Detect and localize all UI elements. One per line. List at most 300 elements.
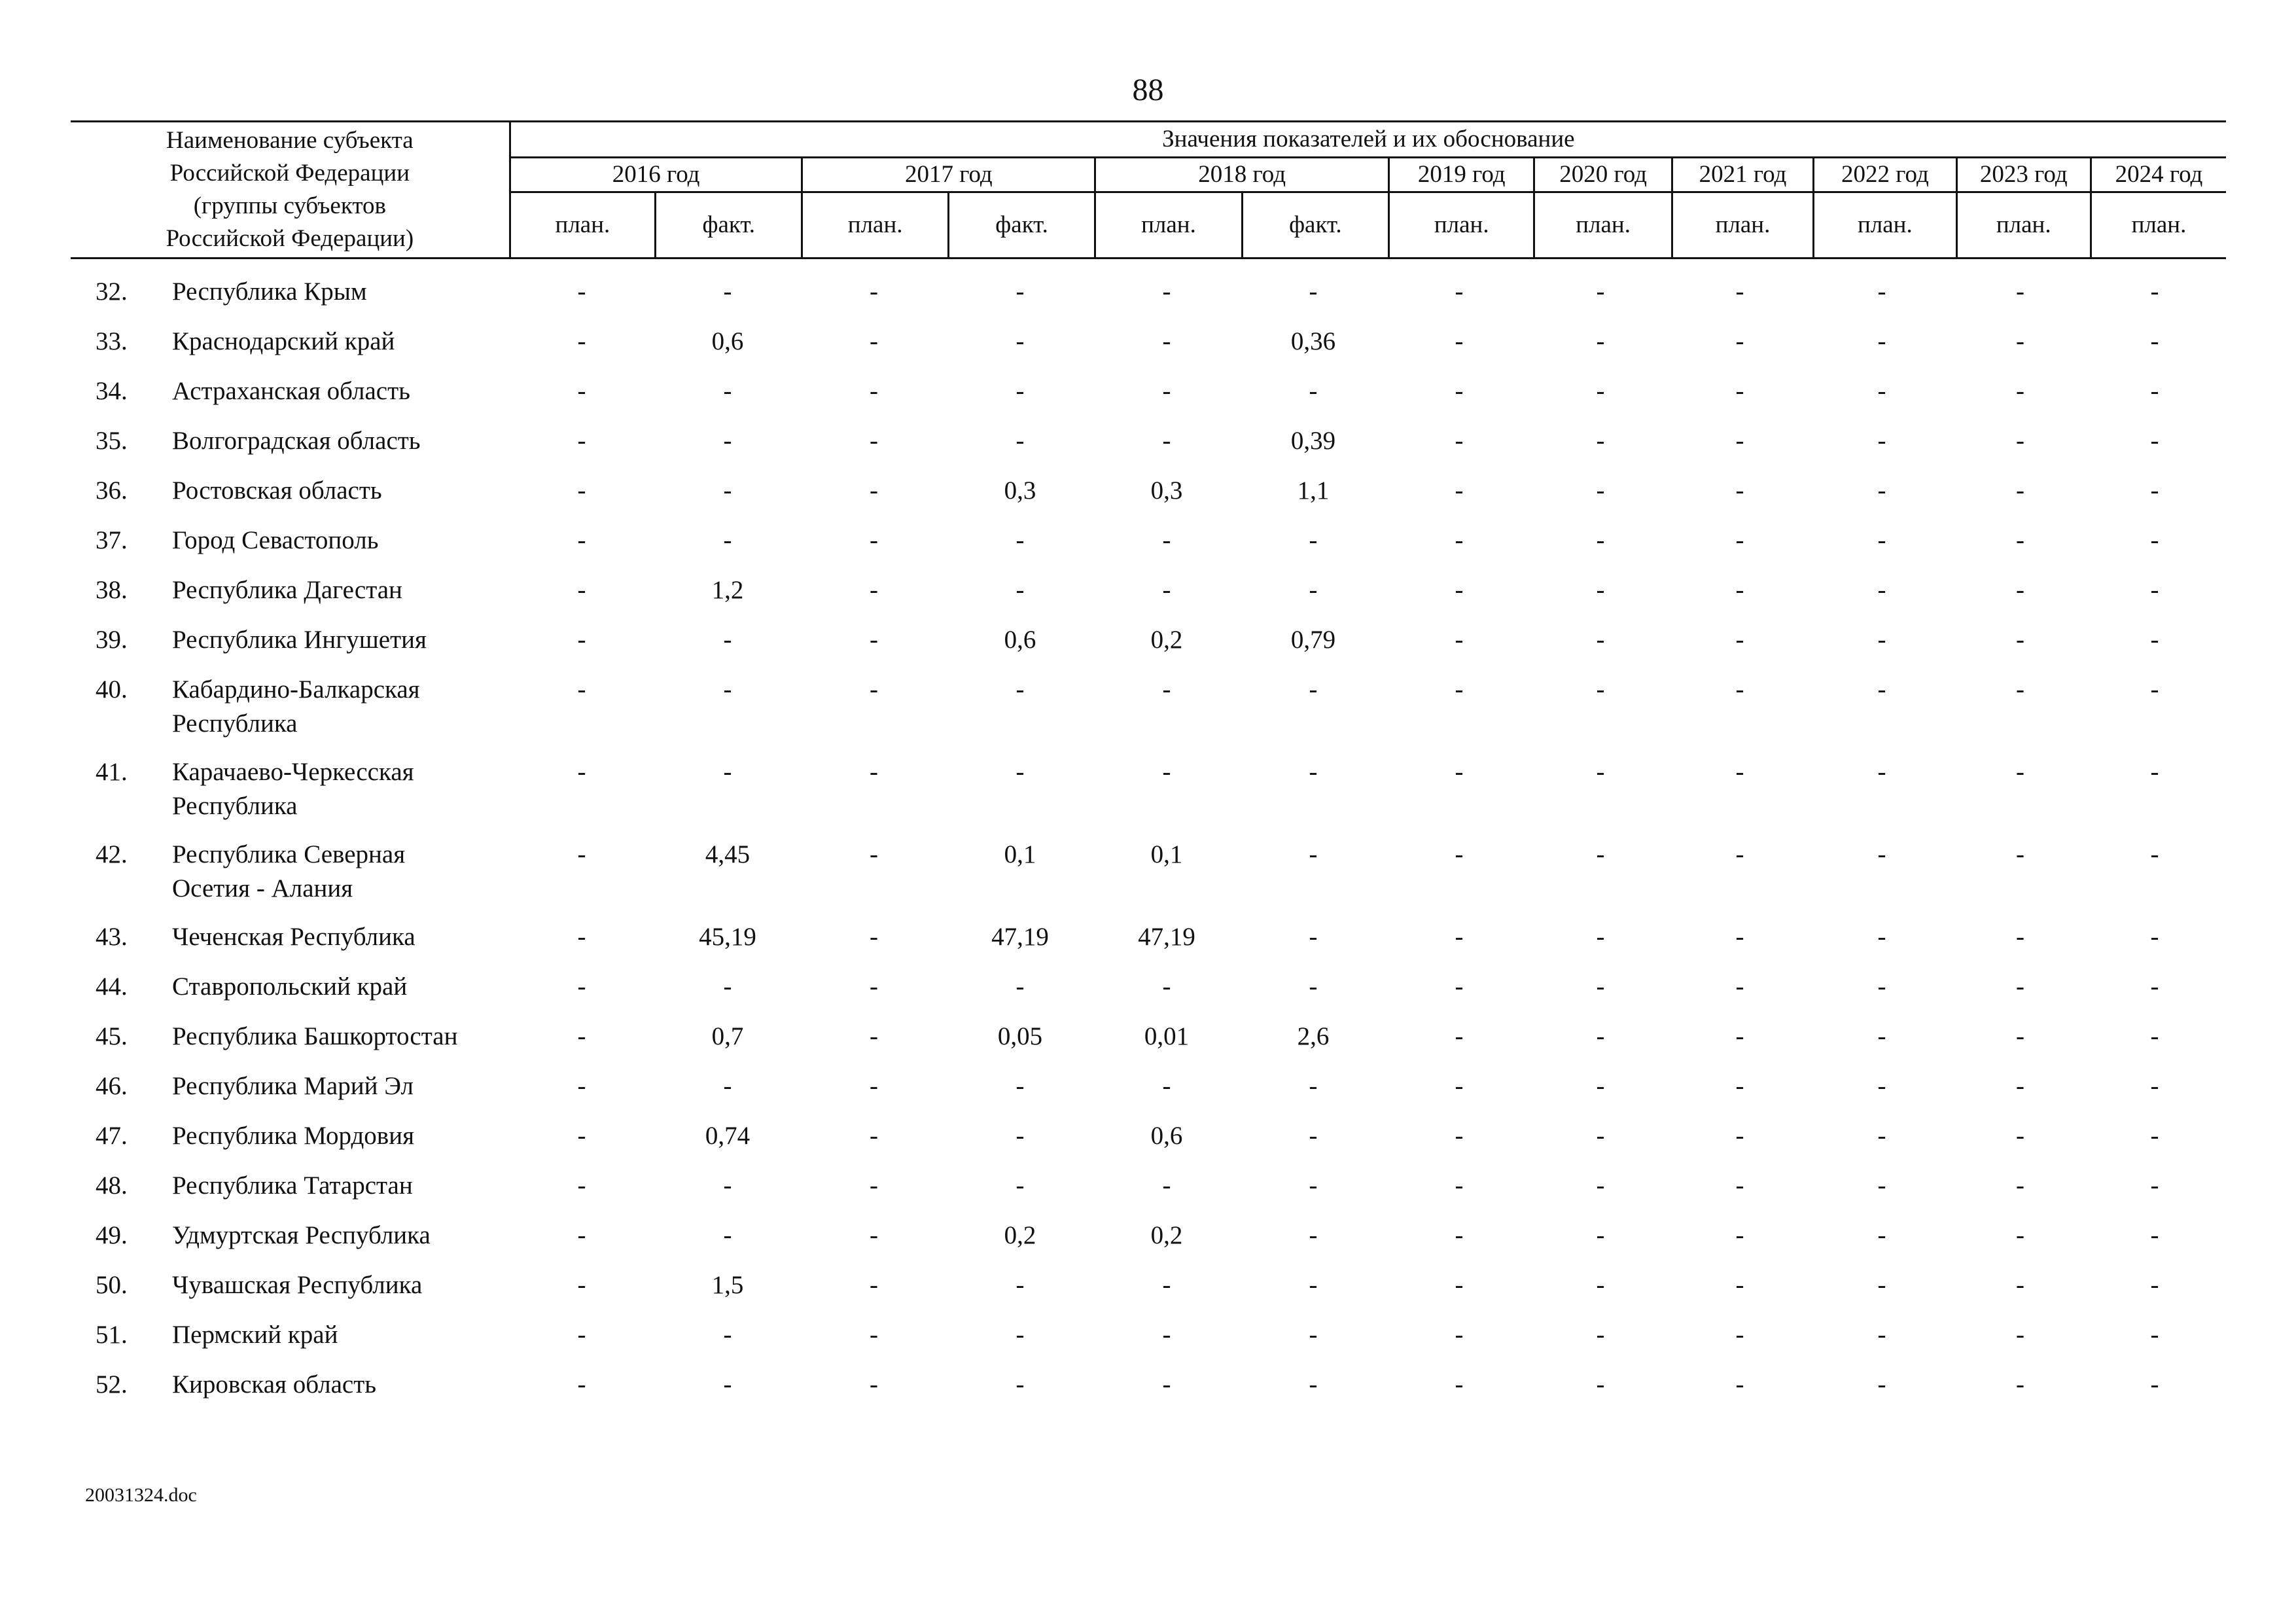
row-value: - <box>577 840 586 868</box>
row-value: - <box>577 476 586 505</box>
row-value: - <box>577 675 586 704</box>
row-value: - <box>723 476 732 505</box>
row-value: - <box>2016 1321 2024 1349</box>
row-value: - <box>1596 576 1605 604</box>
row-value: - <box>577 327 586 355</box>
row-value: - <box>2150 1022 2159 1050</box>
row-value: - <box>2016 526 2024 554</box>
row-number: 32. <box>96 277 128 306</box>
header-subject-name <box>71 122 510 259</box>
row-value: - <box>2150 327 2159 355</box>
row-value: - <box>1455 972 1464 1001</box>
row-value: - <box>870 923 878 951</box>
row-number: 51. <box>96 1321 128 1349</box>
row-value: 1,1 <box>1297 476 1330 505</box>
row-value: - <box>1016 1271 1025 1299</box>
row-value: - <box>1877 1221 1886 1249</box>
row-value: - <box>1016 526 1025 554</box>
row-value: - <box>1596 1122 1605 1150</box>
row-value: - <box>1596 1271 1605 1299</box>
row-value: - <box>1309 576 1318 604</box>
row-number: 33. <box>96 327 128 355</box>
row-value: - <box>577 923 586 951</box>
row-value: - <box>723 626 732 654</box>
row-value: 0,3 <box>1150 476 1183 505</box>
row-value: - <box>1016 1072 1025 1100</box>
header-year: 2017 год <box>802 158 1095 192</box>
table-row <box>71 838 2226 920</box>
row-value: - <box>1877 526 1886 554</box>
table-row <box>71 1020 2226 1069</box>
row-number: 39. <box>96 626 128 654</box>
row-value: - <box>1735 1370 1744 1399</box>
row-subject-name-line: Кировская область <box>172 1370 377 1399</box>
row-value: - <box>870 277 878 306</box>
table-row <box>71 1169 2226 1219</box>
table-row <box>71 1219 2226 1268</box>
row-value: - <box>1596 277 1605 306</box>
row-value: - <box>723 758 732 786</box>
row-value: - <box>2150 576 2159 604</box>
header-plan-fact: план. <box>802 192 948 259</box>
row-value: 0,6 <box>711 327 744 355</box>
row-value: 0,36 <box>1290 327 1336 355</box>
row-value: - <box>2016 1122 2024 1150</box>
row-value: - <box>577 1072 586 1100</box>
row-value: - <box>1016 972 1025 1001</box>
row-subject-name-line: Кабардино-Балкарская <box>172 675 420 704</box>
table-row <box>71 1368 2226 1418</box>
table-row <box>71 275 2226 325</box>
row-value: - <box>577 277 586 306</box>
row-value: - <box>1596 626 1605 654</box>
table-row <box>71 1119 2226 1169</box>
row-value: - <box>577 526 586 554</box>
row-value: - <box>2016 675 2024 704</box>
row-value: - <box>1877 1072 1886 1100</box>
row-value: - <box>1596 1221 1605 1249</box>
row-value: - <box>1596 758 1605 786</box>
row-subject-name-line: Республика <box>172 792 298 820</box>
row-number: 38. <box>96 576 128 604</box>
table-row <box>71 573 2226 623</box>
row-value: - <box>1735 1022 1744 1050</box>
row-value: - <box>577 972 586 1001</box>
row-subject-name-line: Республика Северная <box>172 840 406 868</box>
row-value: - <box>723 1221 732 1249</box>
header-year: 2024 год <box>2091 158 2226 192</box>
row-value: - <box>1309 1370 1318 1399</box>
row-value: - <box>2016 758 2024 786</box>
row-value: - <box>1877 1271 1886 1299</box>
row-value: - <box>2150 526 2159 554</box>
row-value: - <box>870 1321 878 1349</box>
row-value: - <box>1877 1171 1886 1200</box>
table-row <box>71 755 2226 838</box>
header-plan-fact: план. <box>510 192 655 259</box>
header-year: 2021 год <box>1672 158 1813 192</box>
row-value: - <box>1596 1072 1605 1100</box>
row-number: 52. <box>96 1370 128 1399</box>
row-value: - <box>2150 1072 2159 1100</box>
row-value: - <box>2150 1271 2159 1299</box>
row-value: - <box>1309 840 1318 868</box>
row-value: - <box>1596 377 1605 405</box>
row-subject-name-line: Ставропольский край <box>172 972 408 1001</box>
row-value: - <box>870 427 878 455</box>
row-value: - <box>1455 626 1464 654</box>
row-subject-name-line: Республика Татарстан <box>172 1171 413 1200</box>
row-value: - <box>1877 626 1886 654</box>
row-value: - <box>1309 1271 1318 1299</box>
row-value: - <box>1596 1370 1605 1399</box>
row-value: - <box>870 1370 878 1399</box>
header-plan-fact: факт. <box>948 192 1095 259</box>
row-value: - <box>1455 327 1464 355</box>
row-value: 45,19 <box>699 923 756 951</box>
row-value: - <box>1016 427 1025 455</box>
row-value: - <box>1162 526 1171 554</box>
row-value: - <box>1455 1122 1464 1150</box>
row-subject-name-line: Пермский край <box>172 1321 338 1349</box>
row-value: - <box>870 327 878 355</box>
row-value: - <box>1455 758 1464 786</box>
row-number: 44. <box>96 972 128 1001</box>
row-value: - <box>2016 327 2024 355</box>
row-value: 0,7 <box>711 1022 744 1050</box>
row-value: - <box>723 377 732 405</box>
header-values-group: Значения показателей и их обоснование <box>510 122 2226 158</box>
row-number: 35. <box>96 427 128 455</box>
row-number: 49. <box>96 1221 128 1249</box>
row-value: - <box>1596 923 1605 951</box>
row-value: - <box>1016 1321 1025 1349</box>
row-value: - <box>1735 526 1744 554</box>
row-value: - <box>1455 1072 1464 1100</box>
row-number: 42. <box>96 840 128 868</box>
row-number: 45. <box>96 1022 128 1050</box>
row-value: - <box>870 840 878 868</box>
row-number: 50. <box>96 1271 128 1299</box>
row-value: 0,6 <box>1004 626 1036 654</box>
row-value: - <box>1596 675 1605 704</box>
row-value: - <box>2150 1122 2159 1150</box>
table-row <box>71 374 2226 424</box>
row-value: - <box>2150 476 2159 505</box>
row-value: - <box>577 427 586 455</box>
row-value: - <box>1596 476 1605 505</box>
row-value: - <box>1309 1171 1318 1200</box>
row-value: - <box>1162 675 1171 704</box>
row-value: - <box>2016 377 2024 405</box>
row-value: - <box>1596 840 1605 868</box>
row-value: - <box>1455 840 1464 868</box>
row-value: - <box>1877 277 1886 306</box>
row-value: - <box>723 1370 732 1399</box>
row-value: - <box>870 1221 878 1249</box>
header-subject-name-line: (группы субъектов <box>193 192 386 219</box>
row-value: - <box>1735 327 1744 355</box>
row-value: 47,19 <box>991 923 1049 951</box>
row-subject-name-line: Астраханская область <box>172 377 410 405</box>
row-value: - <box>1162 1072 1171 1100</box>
row-value: - <box>1877 377 1886 405</box>
row-value: - <box>2016 1271 2024 1299</box>
table-row <box>71 970 2226 1020</box>
row-value: - <box>723 675 732 704</box>
row-value: - <box>2150 1171 2159 1200</box>
row-value: - <box>577 1221 586 1249</box>
row-value: - <box>870 576 878 604</box>
row-subject-name-line: Республика Крым <box>172 277 367 306</box>
row-value: - <box>2016 923 2024 951</box>
header-plan-fact: факт. <box>1242 192 1388 259</box>
row-subject-name-line: Чеченская Республика <box>172 923 415 951</box>
row-subject-name-line: Осетия - Алания <box>172 874 353 902</box>
row-value: 0,2 <box>1150 1221 1183 1249</box>
row-value: - <box>2150 758 2159 786</box>
row-value: - <box>723 277 732 306</box>
row-value: - <box>1877 675 1886 704</box>
row-subject-name-line: Республика Дагестан <box>172 576 402 604</box>
row-value: - <box>723 972 732 1001</box>
row-value: - <box>1309 526 1318 554</box>
row-value: - <box>1596 1171 1605 1200</box>
row-value: 0,39 <box>1290 427 1336 455</box>
row-value: - <box>577 1171 586 1200</box>
row-subject-name-line: Удмуртская Республика <box>172 1221 431 1249</box>
row-value: - <box>2150 1370 2159 1399</box>
row-value: 0,3 <box>1004 476 1036 505</box>
row-value: - <box>577 576 586 604</box>
row-value: - <box>2016 1221 2024 1249</box>
header-plan-fact: план. <box>1389 192 1534 259</box>
row-value: - <box>1309 923 1318 951</box>
row-value: - <box>1735 277 1744 306</box>
row-value: - <box>2016 1022 2024 1050</box>
row-subject-name-line: Республика Ингушетия <box>172 626 427 654</box>
row-value: - <box>1735 923 1744 951</box>
header-year: 2020 год <box>1534 158 1672 192</box>
header-subject-name-line: Российской Федерации) <box>166 225 414 252</box>
row-value: - <box>1877 758 1886 786</box>
row-subject-name-line: Краснодарский край <box>172 327 395 355</box>
row-subject-name-line: Республика Марий Эл <box>172 1072 414 1100</box>
header-year: 2023 год <box>1956 158 2091 192</box>
row-value: - <box>1735 427 1744 455</box>
row-value: - <box>1877 1122 1886 1150</box>
row-value: - <box>1162 1171 1171 1200</box>
row-value: - <box>1877 576 1886 604</box>
header-plan-fact: план. <box>1956 192 2091 259</box>
row-value: - <box>1162 972 1171 1001</box>
header-subject-name-line: Российской Федерации <box>169 160 410 187</box>
row-value: - <box>723 1072 732 1100</box>
row-value: - <box>577 377 586 405</box>
header-year: 2018 год <box>1095 158 1389 192</box>
table-row <box>71 673 2226 755</box>
row-value: - <box>1735 626 1744 654</box>
row-value: - <box>1309 1321 1318 1349</box>
row-value: - <box>2150 377 2159 405</box>
row-value: - <box>870 1171 878 1200</box>
row-value: - <box>2016 1072 2024 1100</box>
row-subject-name-line: Карачаево-Черкесская <box>172 758 414 786</box>
header-plan-fact: план. <box>1814 192 1956 259</box>
header-plan-fact: план. <box>2091 192 2226 259</box>
row-value: - <box>1596 526 1605 554</box>
header-subject-name-line: Наименование субъекта <box>166 127 414 154</box>
table-row <box>71 920 2226 970</box>
row-value: - <box>1162 1321 1171 1349</box>
table-row <box>71 524 2226 573</box>
row-value: - <box>1309 1122 1318 1150</box>
document-filename: 20031324.doc <box>85 1484 197 1506</box>
row-value: 0,74 <box>705 1122 751 1150</box>
row-value: - <box>1596 1321 1605 1349</box>
row-value: - <box>2016 626 2024 654</box>
row-value: - <box>1016 758 1025 786</box>
row-value: - <box>1596 972 1605 1001</box>
row-value: 47,19 <box>1138 923 1195 951</box>
row-value: - <box>870 1072 878 1100</box>
row-value: - <box>723 1171 732 1200</box>
table-header <box>71 120 2226 259</box>
row-value: - <box>2150 427 2159 455</box>
row-value: 0,2 <box>1150 626 1183 654</box>
header-year: 2019 год <box>1389 158 1534 192</box>
row-value: - <box>577 1321 586 1349</box>
row-value: - <box>2150 840 2159 868</box>
row-value: - <box>1016 1370 1025 1399</box>
row-value: - <box>1016 1171 1025 1200</box>
header-plan-fact: план. <box>1095 192 1242 259</box>
row-number: 48. <box>96 1171 128 1200</box>
row-value: - <box>2150 1221 2159 1249</box>
row-value: - <box>577 1022 586 1050</box>
row-value: - <box>1455 526 1464 554</box>
row-value: - <box>1877 923 1886 951</box>
header-year: 2022 год <box>1814 158 1956 192</box>
row-value: - <box>1877 840 1886 868</box>
row-value: - <box>1735 972 1744 1001</box>
row-number: 41. <box>96 758 128 786</box>
row-value: - <box>1877 327 1886 355</box>
table-row <box>71 1268 2226 1318</box>
row-value: - <box>2016 476 2024 505</box>
row-value: - <box>1016 277 1025 306</box>
row-subject-name-line: Чувашская Республика <box>172 1271 423 1299</box>
row-number: 34. <box>96 377 128 405</box>
row-value: - <box>1596 327 1605 355</box>
row-value: 0,6 <box>1150 1122 1183 1150</box>
row-subject-name-line: Волгоградская область <box>172 427 421 455</box>
row-value: - <box>577 758 586 786</box>
row-value: - <box>1455 1271 1464 1299</box>
row-subject-name-line: Республика <box>172 709 298 738</box>
page-number: 88 <box>1132 73 1164 107</box>
row-value: - <box>1877 1321 1886 1349</box>
row-value: - <box>1162 758 1171 786</box>
row-value: - <box>1016 377 1025 405</box>
row-value: - <box>2150 277 2159 306</box>
row-value: - <box>1162 1370 1171 1399</box>
row-value: - <box>1877 1370 1886 1399</box>
row-value: - <box>1596 427 1605 455</box>
row-value: - <box>2016 840 2024 868</box>
row-value: - <box>2016 1370 2024 1399</box>
table-row <box>71 1069 2226 1119</box>
row-value: 4,45 <box>705 840 751 868</box>
row-value: - <box>577 1122 586 1150</box>
row-value: - <box>870 377 878 405</box>
row-value: - <box>1735 476 1744 505</box>
row-value: - <box>870 1271 878 1299</box>
row-value: - <box>723 526 732 554</box>
row-value: 0,1 <box>1004 840 1036 868</box>
row-value: 0,05 <box>997 1022 1043 1050</box>
row-value: - <box>1735 1321 1744 1349</box>
row-value: - <box>1735 377 1744 405</box>
row-value: - <box>1735 840 1744 868</box>
row-value: 0,1 <box>1150 840 1183 868</box>
row-number: 37. <box>96 526 128 554</box>
row-value: - <box>577 626 586 654</box>
table-row <box>71 1318 2226 1368</box>
header-year: 2016 год <box>510 158 802 192</box>
row-value: - <box>577 1370 586 1399</box>
row-value: - <box>1162 427 1171 455</box>
row-value: - <box>2016 972 2024 1001</box>
row-value: - <box>1596 1022 1605 1050</box>
row-value: - <box>2150 1321 2159 1349</box>
row-value: - <box>1877 427 1886 455</box>
row-value: - <box>1162 576 1171 604</box>
row-subject-name-line: Республика Башкортостан <box>172 1022 458 1050</box>
row-value: - <box>1735 675 1744 704</box>
row-value: - <box>1877 476 1886 505</box>
row-value: - <box>577 1271 586 1299</box>
table-body <box>71 275 2226 1418</box>
row-value: - <box>1162 327 1171 355</box>
row-value: - <box>1016 1122 1025 1150</box>
row-value: - <box>1455 377 1464 405</box>
row-value: 0,79 <box>1290 626 1336 654</box>
row-value: - <box>1309 1072 1318 1100</box>
row-value: - <box>1309 675 1318 704</box>
row-value: 0,2 <box>1004 1221 1036 1249</box>
row-value: - <box>2016 1171 2024 1200</box>
row-value: - <box>1735 1221 1744 1249</box>
row-value: - <box>723 1321 732 1349</box>
row-value: - <box>1016 675 1025 704</box>
row-value: - <box>1162 277 1171 306</box>
row-value: - <box>870 1122 878 1150</box>
row-value: - <box>2016 576 2024 604</box>
row-value: - <box>1877 1022 1886 1050</box>
row-value: - <box>1735 1271 1744 1299</box>
row-number: 36. <box>96 476 128 505</box>
row-value: - <box>1735 1072 1744 1100</box>
row-value: 1,2 <box>711 576 744 604</box>
row-value: - <box>1877 972 1886 1001</box>
row-subject-name-line: Республика Мордовия <box>172 1122 415 1150</box>
row-value: - <box>1735 1122 1744 1150</box>
row-value: - <box>2016 277 2024 306</box>
row-value: - <box>723 427 732 455</box>
header-plan-fact: факт. <box>656 192 802 259</box>
row-number: 43. <box>96 923 128 951</box>
